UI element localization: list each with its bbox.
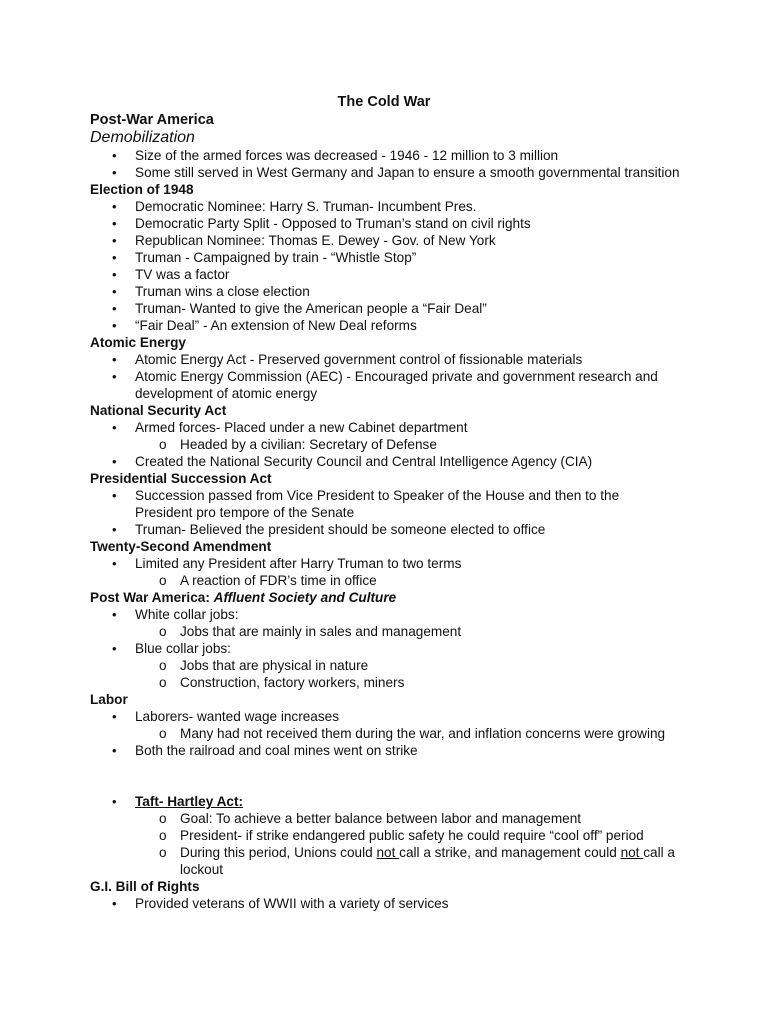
sub-list-item: o President- if strike endangered public safety he could require “cool off” period [159, 828, 644, 843]
bullet-icon: • [112, 488, 117, 503]
list-item: • Atomic Energy Act - Preserved government control of fissionable materials [112, 352, 583, 367]
heading-presidential-succession-act: Presidential Succession Act [90, 471, 272, 486]
list-item: • TV was a factor [112, 267, 230, 282]
list-item: • Size of the armed forces was decreased - 1946 - 12 million to 3 million [112, 148, 559, 163]
sub-bullet-icon: o [159, 658, 167, 673]
bullet-icon: • [112, 284, 117, 299]
list-item: • White collar jobs: [112, 607, 239, 622]
sub-bullet-icon: o [159, 437, 167, 452]
list-item: • Truman wins a close election [112, 284, 310, 299]
heading-affluent-society: Post War America: Affluent Society and Culture [90, 590, 397, 605]
heading-national-security-act: National Security Act [90, 403, 227, 418]
heading-labor: Labor [90, 692, 128, 707]
bullet-icon: • [112, 641, 117, 656]
sub-bullet-icon: o [159, 811, 167, 826]
list-item: • Democratic Party Split - Opposed to Truman’s stand on civil rights [112, 216, 531, 231]
heading-gi-bill: G.I. Bill of Rights [90, 879, 200, 894]
bullet-icon: • [112, 420, 117, 435]
bullet-icon: • [112, 318, 117, 333]
list-item-taft-hartley [90, 793, 680, 810]
sub-list-item: o Goal: To achieve a better balance between labor and management [159, 811, 582, 826]
sub-list-item: o Construction, factory workers, miners [159, 675, 405, 690]
list-item: • “Fair Deal” - An extension of New Deal reforms [112, 318, 417, 333]
sub-list-item: o Jobs that are mainly in sales and management [159, 624, 462, 639]
bullet-icon: • [112, 165, 117, 180]
list-item: • Created the National Security Council and Central Intelligence Agency (CIA) [112, 454, 593, 469]
taft-hartley-heading: Taft- Hartley Act: [135, 794, 244, 809]
sub-bullet-icon: o [159, 845, 167, 860]
sub-list-item: o Jobs that are physical in nature [159, 658, 369, 673]
bullet-icon: • [112, 148, 117, 163]
bullet-icon: • [112, 369, 117, 384]
bullet-icon: • [112, 556, 117, 571]
bullet-icon: • [112, 267, 117, 282]
page-title: The Cold War [337, 94, 431, 110]
list-item: • Truman - Campaigned by train - “Whistle Stop” [112, 250, 417, 265]
document-body [90, 111, 680, 912]
list-item: • Democratic Nominee: Harry S. Truman- Incumbent Pres. [112, 199, 477, 214]
bullet-icon: • [112, 233, 117, 248]
list-item: • Both the railroad and coal mines went on strike [112, 743, 418, 758]
list-item: • Laborers- wanted wage increases [112, 709, 340, 724]
heading-atomic-energy: Atomic Energy [90, 335, 186, 350]
sub-list-item: o During this period, Unions could not call a strike, and management could not call a lockout [159, 845, 675, 877]
list-item: • Provided veterans of WWII with a variety of services [112, 896, 449, 911]
list-item: • Republican Nominee: Thomas E. Dewey - Gov. of New York [112, 233, 496, 248]
sub-bullet-icon: o [159, 573, 167, 588]
bullet-icon: • [112, 352, 117, 367]
list-item: • Some still served in West Germany and Japan to ensure a smooth governmental transition [112, 165, 680, 180]
sub-list-item: o Headed by a civilian: Secretary of Defense [159, 437, 437, 452]
sub-bullet-icon: o [159, 624, 167, 639]
bullet-icon: • [112, 522, 117, 537]
bullet-icon: • [112, 709, 117, 724]
bullet-icon: • [112, 896, 117, 911]
bullet-icon: • [112, 250, 117, 265]
bullet-icon: • [112, 216, 117, 231]
list-item: • Blue collar jobs: [112, 641, 231, 656]
list-item: • Limited any President after Harry Truman to two terms [112, 556, 462, 571]
heading-demobilization: Demobilization [90, 129, 195, 146]
bullet-icon: • [112, 607, 117, 622]
sub-bullet-icon: o [159, 726, 167, 741]
sub-bullet-icon: o [159, 675, 167, 690]
list-item: • Truman- Wanted to give the American people a “Fair Deal” [112, 301, 487, 316]
heading-twenty-second-amendment: Twenty-Second Amendment [90, 539, 272, 554]
bullet-icon: • [112, 301, 117, 316]
spacer [90, 759, 680, 793]
bullet-icon: • [112, 199, 117, 214]
sub-list-item: o Many had not received them during the war, and inflation concerns were growing [159, 726, 666, 741]
heading-election-1948: Election of 1948 [90, 182, 194, 197]
heading-post-war-america: Post-War America [90, 112, 214, 128]
list-item: • Succession passed from Vice President to Speaker of the House and then to the President pro tempore of the Senate [112, 488, 620, 520]
bullet-icon: • [112, 743, 117, 758]
bullet-icon: • [112, 454, 117, 469]
bullet-icon: • [112, 794, 117, 809]
list-item: • Truman- Believed the president should be someone elected to office [112, 522, 546, 537]
sub-list-item: o A reaction of FDR’s time in office [159, 573, 377, 588]
list-item: • Armed forces- Placed under a new Cabinet department [112, 420, 468, 435]
sub-bullet-icon: o [159, 828, 167, 843]
list-item: • Atomic Energy Commission (AEC) - Encouraged private and government research and development of atomic energy [112, 369, 658, 401]
